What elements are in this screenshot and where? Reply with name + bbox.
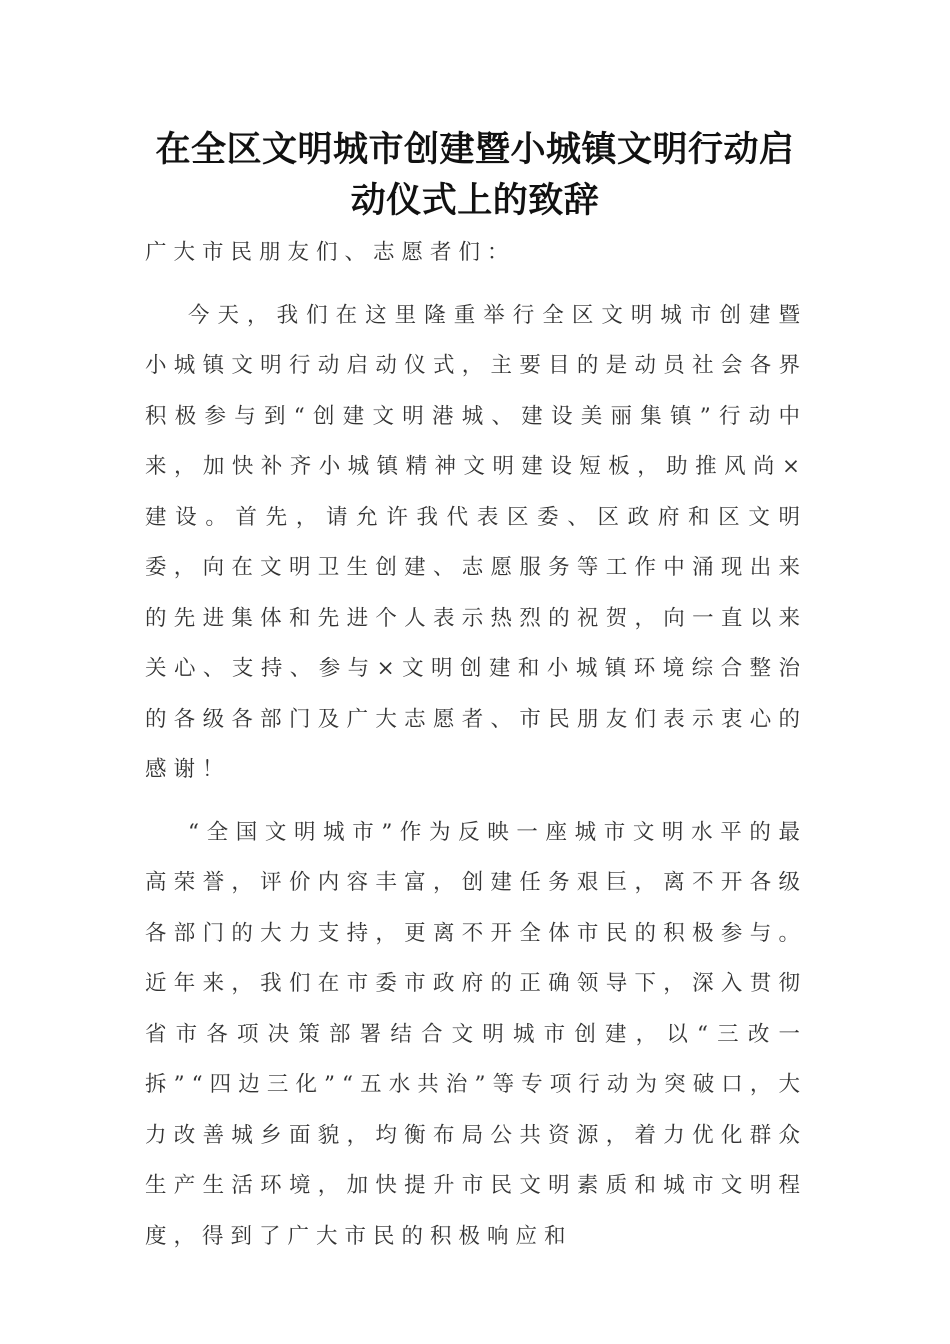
paragraph-2: “全国文明城市”作为反映一座城市文明水平的最高荣誉，评价内容丰富，创建任务艰巨，离不开各级各部门的大力支持，更离不开全体市民的积极参与。近年来，我们在市委市政府的正确领导下，深入贯彻省市各项决策部署结合文明城市创建，以“三改一拆”“四边三化”“五水共治”等专项行动为突破口，大力改善城乡面貌，均衡布局公共资源，着力优化群众生产生活环境，加快提升市民文明素质和城市文明程度，得到了广大市民的积极响应和 bbox=[145, 819, 807, 1249]
paragraph-1: 今天，我们在这里隆重举行全区文明城市创建暨小城镇文明行动启动仪式，主要目的是动员社会各界积极参与到“创建文明港城、建设美丽集镇”行动中来，加快补齐小城镇精神文明建设短板，助推风尚×建设。首先，请允许我代表区委、区政府和区文明委，向在文明卫生创建、志愿服务等工作中涌现出来的先进集体和先进个人表示热烈的祝贺，向一直以来关心、支持、参与×文明创建和小城镇环境综合整治的各级各部门及广大志愿者、市民朋友们表示衷心的感谢！ bbox=[145, 302, 807, 782]
salutation: 广大市民朋友们、志愿者们： bbox=[145, 240, 516, 265]
document-body bbox=[145, 228, 807, 1262]
document-title: 在全区文明城市创建暨小城镇文明行动启动仪式上的致辞 bbox=[155, 129, 795, 221]
